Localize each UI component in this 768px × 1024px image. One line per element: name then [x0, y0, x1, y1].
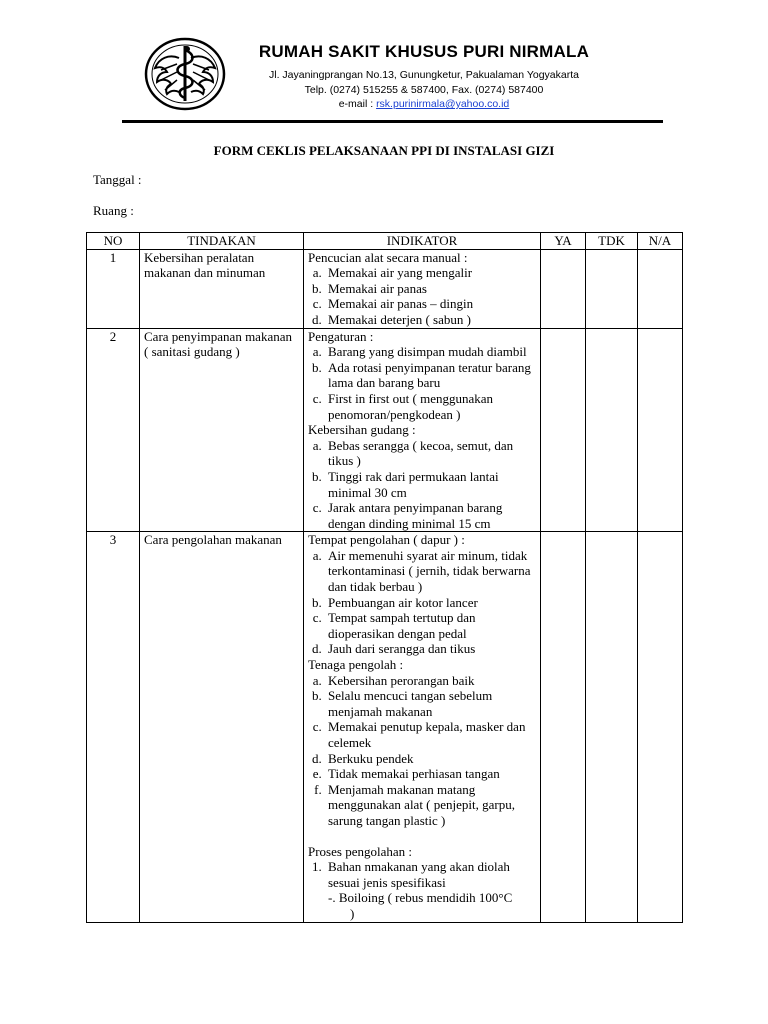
- table-row: [87, 249, 683, 328]
- indikator-subnote: -. Boiloing ( rebus mendidih 100°C: [328, 890, 513, 906]
- hospital-name: RUMAH SAKIT KHUSUS PURI NIRMALA: [258, 42, 590, 61]
- indikator-list: [308, 673, 536, 829]
- indikator-item: c. Memakai penutup kepala, masker dan celemek: [325, 719, 536, 750]
- hospital-email-line: [232, 98, 616, 110]
- checklist-table: [86, 232, 683, 923]
- indikator-list: [308, 438, 536, 532]
- row-no: 1: [87, 249, 140, 328]
- row-no: 2: [87, 328, 140, 532]
- indikator-item: b. Tinggi rak dari permukaan lantai minimal 30 cm: [325, 469, 536, 500]
- header-tindakan: TINDAKAN: [140, 233, 304, 250]
- indikator-heading: Kebersihan gudang :: [308, 422, 416, 438]
- na-cell[interactable]: [638, 532, 683, 922]
- header-indikator: INDIKATOR: [304, 233, 541, 250]
- row-tindakan: Cara penyimpanan makanan ( sanitasi gudang ): [140, 328, 304, 532]
- indikator-item: f. Menjamah makanan matang menggunakan alat ( penjepit, garpu, sarung tangan plastic ): [325, 782, 536, 829]
- indikator-item: b. Memakai air panas: [325, 281, 536, 297]
- row-tindakan: Cara pengolahan makanan: [140, 532, 304, 922]
- email-label: e-mail :: [338, 98, 377, 110]
- indikator-list: [308, 265, 536, 327]
- tdk-cell[interactable]: [586, 249, 638, 328]
- header-no: NO: [87, 233, 140, 250]
- indikator-item: d. Berkuku pendek: [325, 751, 536, 767]
- indikator-heading: Proses pengolahan :: [308, 843, 412, 859]
- spacer: [308, 829, 536, 844]
- indikator-item: d. Jauh dari serangga dan tikus: [325, 641, 536, 657]
- na-cell[interactable]: [638, 249, 683, 328]
- header-tdk: TDK: [586, 233, 638, 250]
- na-cell[interactable]: [638, 328, 683, 532]
- indikator-item: c. First in first out ( menggunakan penomoran/pengkodean ): [325, 391, 536, 422]
- indikator-item: a. Bebas serangga ( kecoa, semut, dan tikus ): [325, 438, 536, 469]
- indikator-item: b. Selalu mencuci tangan sebelum menjamah makanan: [325, 688, 536, 719]
- hospital-telephone: Telp. (0274) 515255 & 587400, Fax. (0274) 587400: [304, 84, 544, 96]
- indikator-item: b. Ada rotasi penyimpanan teratur barang lama dan barang baru: [325, 360, 536, 391]
- indikator-item: 1. Bahan nmakanan yang akan diolah sesuai jenis spesifikasi: [325, 859, 536, 890]
- indikator-item: c. Memakai air panas – dingin: [325, 296, 536, 312]
- tdk-cell[interactable]: [586, 328, 638, 532]
- indikator-item: a. Kebersihan perorangan baik: [325, 673, 536, 689]
- indikator-heading: Pengaturan :: [308, 328, 374, 344]
- indikator-heading: Tenaga pengolah :: [308, 657, 404, 673]
- indikator-item: c. Tempat sampah tertutup dan dioperasikan dengan pedal: [325, 610, 536, 641]
- table-row: [87, 532, 683, 922]
- indikator-list: [308, 859, 536, 890]
- indikator-list: [308, 344, 536, 422]
- header-ya: YA: [541, 233, 586, 250]
- row-indikator: [304, 532, 541, 922]
- ya-cell[interactable]: [541, 249, 586, 328]
- email-link[interactable]: rsk.purinirmala@yahoo.co.id: [376, 98, 510, 110]
- table-header-row: [87, 233, 683, 250]
- indikator-item: a. Air memenuhi syarat air minum, tidak terkontaminasi ( jernih, tidak berwarna dan tidak berbau ): [325, 548, 536, 595]
- indikator-item: d. Memakai deterjen ( sabun ): [325, 312, 536, 328]
- form-title: FORM CEKLIS PELAKSANAAN PPI DI INSTALASI GIZI: [213, 143, 555, 158]
- tanggal-field: Tanggal :: [93, 172, 142, 187]
- header-na: N/A: [638, 233, 683, 250]
- indikator-subnote-end: ): [350, 905, 355, 921]
- row-indikator: [304, 249, 541, 328]
- ya-cell[interactable]: [541, 328, 586, 532]
- indikator-item: c. Jarak antara penyimpanan barang dengan dinding minimal 15 cm: [325, 500, 536, 531]
- hospital-logo: [143, 36, 227, 112]
- ruang-field: Ruang :: [93, 203, 134, 218]
- ya-cell[interactable]: [541, 532, 586, 922]
- header-divider: [122, 120, 663, 123]
- indikator-item: b. Pembuangan air kotor lancer: [325, 595, 536, 611]
- table-row: [87, 328, 683, 532]
- hospital-address: Jl. Jayaningprangan No.13, Gunungketur, Pakualaman Yogyakarta: [269, 69, 579, 81]
- indikator-item: a. Memakai air yang mengalir: [325, 265, 536, 281]
- tdk-cell[interactable]: [586, 532, 638, 922]
- indikator-item: a. Barang yang disimpan mudah diambil: [325, 344, 536, 360]
- row-indikator: [304, 328, 541, 532]
- row-tindakan: Kebersihan peralatan makanan dan minuman: [140, 249, 304, 328]
- indikator-heading: Pencucian alat secara manual :: [308, 249, 468, 265]
- row-no: 3: [87, 532, 140, 922]
- indikator-item: e. Tidak memakai perhiasan tangan: [325, 766, 536, 782]
- indikator-heading: Tempat pengolahan ( dapur ) :: [308, 532, 465, 548]
- indikator-list: [308, 548, 536, 657]
